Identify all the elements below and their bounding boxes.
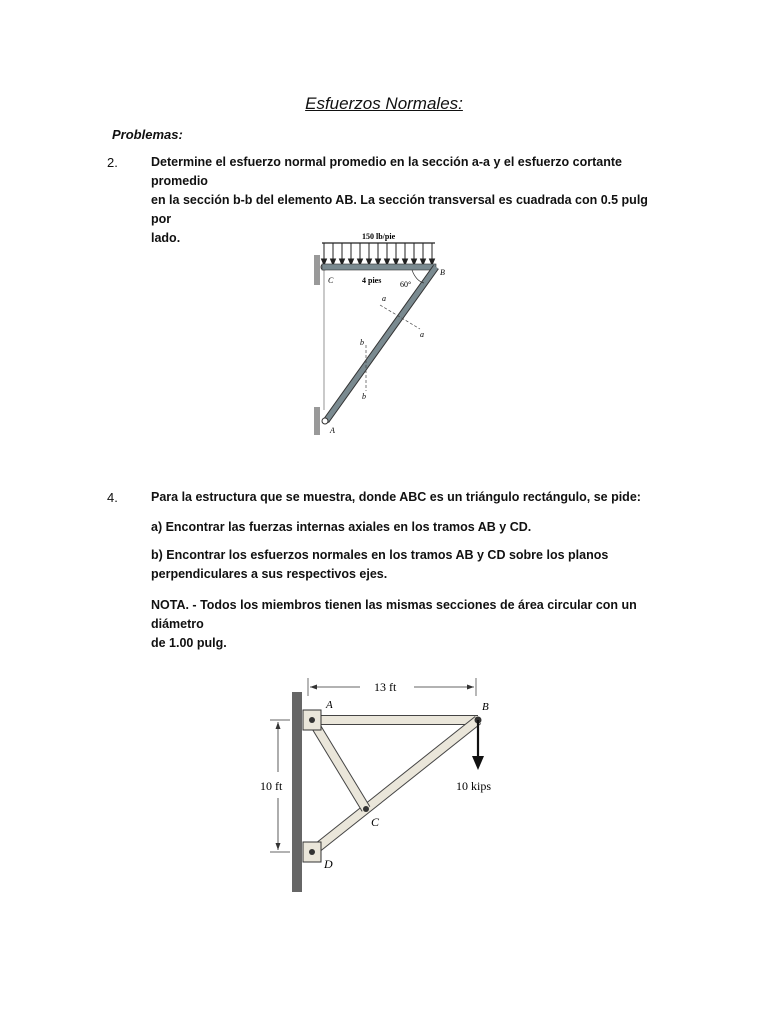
label-b-upper: b: [360, 338, 364, 347]
section-heading: Problemas:: [112, 127, 183, 142]
problem-2-figure: [300, 225, 460, 445]
wall-bottom: [314, 407, 320, 435]
problem-2-number: 2.: [107, 155, 118, 170]
wall: [292, 692, 302, 892]
load-label: 150 lb/pie: [362, 232, 396, 241]
dim-10-arrow-bottom: [276, 843, 281, 850]
problem-4-item-b-line-2: perpendiculares a sus respectivos ejes.: [151, 567, 388, 581]
problem-2-line-3: lado.: [151, 231, 181, 245]
label-a-support: A: [330, 426, 335, 435]
dim-13-arrow-right: [467, 685, 474, 690]
member-ab: [326, 267, 436, 421]
problem-2-line-2: en la sección b-b del elemento AB. La sección transversal es cuadrada con 0.5 pulg por: [151, 193, 648, 226]
dim-13-label: 13 ft: [374, 680, 397, 694]
label-b: B: [482, 701, 489, 713]
label-b: B: [440, 268, 445, 277]
pin-a: [322, 418, 328, 424]
problem-4-intro: Para la estructura que se muestra, donde ABC es un triángulo rectángulo, se pide:: [151, 490, 641, 504]
label-c: C: [328, 276, 334, 285]
load-label: 10 kips: [456, 779, 492, 793]
problem-4-figure: [250, 670, 520, 900]
wall-top: [314, 255, 320, 285]
member-ac: [312, 720, 366, 809]
problem-4-note-line-2: de 1.00 pulg.: [151, 636, 227, 650]
member-db: [312, 720, 478, 852]
label-a-lower: a: [420, 330, 424, 339]
pin-a: [309, 717, 315, 723]
problem-4-item-a: a) Encontrar las fuerzas internas axiales en los tramos AB y CD.: [151, 520, 532, 534]
problem-4-item-b: [151, 546, 671, 584]
label-a-upper: a: [382, 294, 386, 303]
problem-4-note-line-1: NOTA. - Todos los miembros tienen las mismas secciones de área circular con un diámetro: [151, 598, 637, 631]
dim-10-label: 10 ft: [260, 779, 283, 793]
load-arrows: [322, 243, 435, 265]
label-d: D: [324, 857, 333, 871]
load-arrow-head: [472, 756, 484, 770]
problem-4-number: 4.: [107, 490, 118, 505]
problem-4-item-b-line-1: b) Encontrar los esfuerzos normales en los tramos AB y CD sobre los planos: [151, 548, 609, 562]
dim-13-arrow-left: [310, 685, 317, 690]
problem-4-note: [151, 596, 671, 653]
label-b-lower: b: [362, 392, 366, 401]
pin-d: [309, 849, 315, 855]
label-c: C: [371, 815, 380, 829]
dim-10-arrow-top: [276, 722, 281, 729]
page-title: Esfuerzos Normales:: [305, 94, 463, 113]
label-a: A: [326, 699, 333, 711]
member-cb: [322, 264, 436, 270]
angle-label: 60°: [400, 280, 412, 289]
pin-c: [363, 806, 369, 812]
span-label: 4 pies: [362, 276, 382, 285]
problem-2-line-1: Determine el esfuerzo normal promedio en la sección a-a y el esfuerzo cortante promedio: [151, 155, 622, 188]
